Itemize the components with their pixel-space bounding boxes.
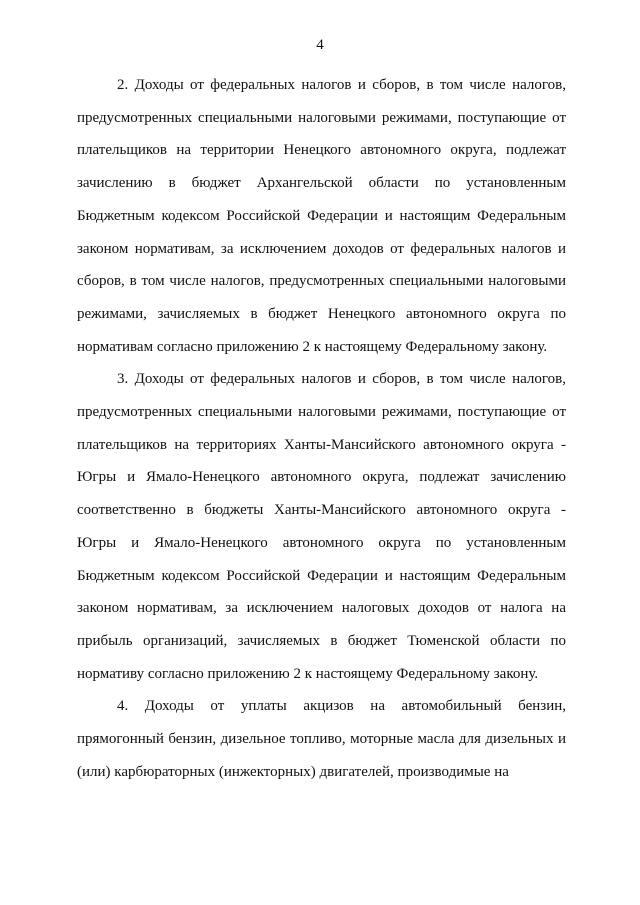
paragraph-2: 2. Доходы от федеральных налогов и сборов, в том числе налогов, предусмотренных специальными налоговыми режимами, поступающие от плательщиков на территории Ненецкого автономного округа, подлежат зачислению в бюджет Архангельской области по установленным Бюджетным кодексом Российской Федерации и настоящим Федеральным законом нормативам, за исключением доходов от федеральных налогов и сборов, в том числе налогов, предусмотренных специальными налоговыми режимами, зачисляемых в бюджет Ненецкого автономного округа по нормативам согласно приложению 2 к настоящему Федеральному закону.	[77, 77, 566, 355]
paragraph-3: 3. Доходы от федеральных налогов и сборов, в том числе налогов, предусмотренных специальными налоговыми режимами, поступающие от плательщиков на территориях Ханты-Мансийского автономного округа - Югры и Ямало-Ненецкого автономного округа, подлежат зачислению соответственно в бюджеты Ханты-Мансийского автономного округа - Югры и Ямало-Ненецкого автономного округа по установленным Бюджетным кодексом Российской Федерации и настоящим Федеральным законом нормативам, за исключением налоговых доходов от налога на прибыль организаций, зачисляемых в бюджет Тюменской области по нормативу согласно приложению 2 к настоящему Федеральному закону.	[77, 371, 566, 682]
page-number: 4	[316, 37, 324, 53]
paragraph-4: 4. Доходы от уплаты акцизов на автомобильный бензин, прямогонный бензин, дизельное топливо, моторные масла для дизельных и (или) карбюраторных (инжекторных) двигателей, производимые на	[77, 698, 566, 780]
document-body	[77, 69, 566, 788]
